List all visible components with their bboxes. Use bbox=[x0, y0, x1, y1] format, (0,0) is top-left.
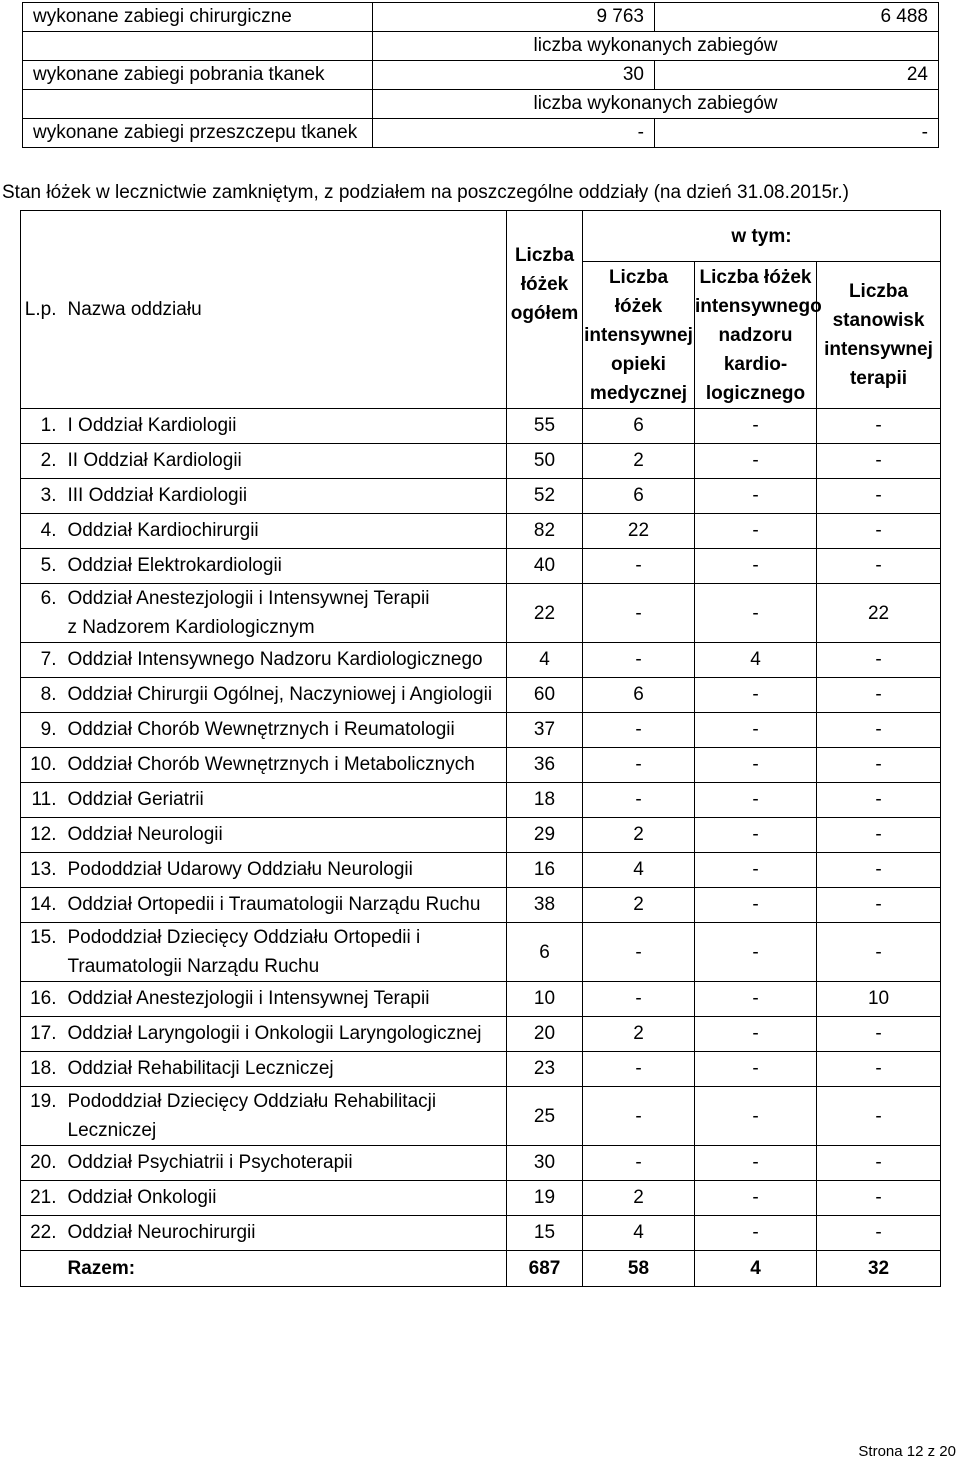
table-row bbox=[21, 678, 941, 713]
it-stations: - bbox=[817, 678, 941, 713]
icu-beds: 2 bbox=[583, 444, 695, 479]
cardio-beds: 4 bbox=[695, 643, 817, 678]
procedure-label: wykonane zabiegi chirurgiczne bbox=[23, 3, 373, 32]
icu-beds: - bbox=[583, 982, 695, 1017]
header-it-stations: Liczba stanowisk intensywnej terapii bbox=[817, 262, 941, 409]
table-row bbox=[21, 1181, 941, 1216]
department-name: Oddział Chorób Wewnętrznych i Reumatologii bbox=[63, 713, 507, 748]
total-beds: 18 bbox=[507, 783, 583, 818]
department-name: Oddział Psychiatrii i Psychoterapii bbox=[63, 1146, 507, 1181]
icu-beds: 6 bbox=[583, 678, 695, 713]
procedure-value-2: - bbox=[655, 119, 939, 148]
totals-cardio-beds: 4 bbox=[695, 1251, 817, 1287]
icu-beds: - bbox=[583, 713, 695, 748]
procedure-sub-empty bbox=[23, 90, 373, 119]
procedure-value-2: 24 bbox=[655, 61, 939, 90]
row-number: 14. bbox=[21, 888, 63, 923]
total-beds: 23 bbox=[507, 1052, 583, 1087]
totals-total-beds: 687 bbox=[507, 1251, 583, 1287]
department-name: Oddział Geriatrii bbox=[63, 783, 507, 818]
page-number: Strona 12 z 20 bbox=[858, 1443, 956, 1460]
department-name: Oddział Rehabilitacji Leczniczej bbox=[63, 1052, 507, 1087]
it-stations: - bbox=[817, 409, 941, 444]
icu-beds: - bbox=[583, 923, 695, 982]
table-row bbox=[21, 1017, 941, 1052]
department-name: Oddział Elektrokardiologii bbox=[63, 549, 507, 584]
row-number: 11. bbox=[21, 783, 63, 818]
icu-beds: - bbox=[583, 643, 695, 678]
row-number: 20. bbox=[21, 1146, 63, 1181]
total-beds: 22 bbox=[507, 584, 583, 643]
total-beds: 50 bbox=[507, 444, 583, 479]
it-stations: - bbox=[817, 853, 941, 888]
total-beds: 30 bbox=[507, 1146, 583, 1181]
it-stations: - bbox=[817, 1087, 941, 1146]
total-beds: 29 bbox=[507, 818, 583, 853]
row-number: 5. bbox=[21, 549, 63, 584]
it-stations: - bbox=[817, 923, 941, 982]
total-beds: 16 bbox=[507, 853, 583, 888]
table-row bbox=[21, 783, 941, 818]
it-stations: - bbox=[817, 1181, 941, 1216]
icu-beds: 6 bbox=[583, 409, 695, 444]
total-beds: 15 bbox=[507, 1216, 583, 1251]
department-name: Oddział Neurochirurgii bbox=[63, 1216, 507, 1251]
total-beds: 19 bbox=[507, 1181, 583, 1216]
row-number: 8. bbox=[21, 678, 63, 713]
department-name: Oddział Neurologii bbox=[63, 818, 507, 853]
table-row bbox=[21, 1146, 941, 1181]
row-number: 15. bbox=[21, 923, 63, 982]
table-row bbox=[21, 1087, 941, 1146]
cardio-beds: - bbox=[695, 818, 817, 853]
it-stations: - bbox=[817, 1017, 941, 1052]
cardio-beds: - bbox=[695, 678, 817, 713]
icu-beds: 2 bbox=[583, 1181, 695, 1216]
table-row bbox=[21, 409, 941, 444]
header-w-tym: w tym: bbox=[583, 211, 941, 262]
table-row bbox=[21, 853, 941, 888]
total-beds: 20 bbox=[507, 1017, 583, 1052]
cardio-beds: - bbox=[695, 1052, 817, 1087]
total-beds: 40 bbox=[507, 549, 583, 584]
icu-beds: - bbox=[583, 1052, 695, 1087]
department-name: III Oddział Kardiologii bbox=[63, 479, 507, 514]
total-beds: 37 bbox=[507, 713, 583, 748]
procedure-sub-row bbox=[23, 32, 939, 61]
icu-beds: 4 bbox=[583, 1216, 695, 1251]
cardio-beds: - bbox=[695, 1087, 817, 1146]
row-number: 4. bbox=[21, 514, 63, 549]
table-row bbox=[21, 748, 941, 783]
cardio-beds: - bbox=[695, 479, 817, 514]
icu-beds: 22 bbox=[583, 514, 695, 549]
icu-beds: - bbox=[583, 1087, 695, 1146]
cardio-beds: - bbox=[695, 549, 817, 584]
row-number: 7. bbox=[21, 643, 63, 678]
procedure-row bbox=[23, 3, 939, 32]
cardio-beds: - bbox=[695, 1181, 817, 1216]
table-row bbox=[21, 1216, 941, 1251]
it-stations: - bbox=[817, 818, 941, 853]
row-number: 12. bbox=[21, 818, 63, 853]
department-name: Oddział Kardiochirurgii bbox=[63, 514, 507, 549]
it-stations: - bbox=[817, 549, 941, 584]
it-stations: - bbox=[817, 888, 941, 923]
row-number: 6. bbox=[21, 584, 63, 643]
row-number: 19. bbox=[21, 1087, 63, 1146]
department-name: I Oddział Kardiologii bbox=[63, 409, 507, 444]
icu-beds: - bbox=[583, 748, 695, 783]
it-stations: - bbox=[817, 1216, 941, 1251]
icu-beds: - bbox=[583, 584, 695, 643]
total-beds: 36 bbox=[507, 748, 583, 783]
row-number: 9. bbox=[21, 713, 63, 748]
department-name: Oddział Chirurgii Ogólnej, Naczyniowej i Angiologii bbox=[63, 678, 507, 713]
icu-beds: 4 bbox=[583, 853, 695, 888]
icu-beds: 6 bbox=[583, 479, 695, 514]
it-stations: - bbox=[817, 514, 941, 549]
row-number: 18. bbox=[21, 1052, 63, 1087]
row-number: 16. bbox=[21, 982, 63, 1017]
it-stations: 10 bbox=[817, 982, 941, 1017]
procedure-value-1: 30 bbox=[373, 61, 655, 90]
header-icu-beds: Liczba łóżek intensywnej opieki medycznej bbox=[583, 262, 695, 409]
row-number: 13. bbox=[21, 853, 63, 888]
icu-beds: 2 bbox=[583, 818, 695, 853]
it-stations: - bbox=[817, 1146, 941, 1181]
row-number: 1. bbox=[21, 409, 63, 444]
department-name: Oddział Onkologii bbox=[63, 1181, 507, 1216]
total-beds: 4 bbox=[507, 643, 583, 678]
procedure-value-2: 6 488 bbox=[655, 3, 939, 32]
department-name: Oddział Anestezjologii i Intensywnej Terapii z Nadzorem Kardiologicznym bbox=[63, 584, 507, 643]
totals-empty bbox=[21, 1251, 63, 1287]
it-stations: - bbox=[817, 783, 941, 818]
procedure-value-1: - bbox=[373, 119, 655, 148]
cardio-beds: - bbox=[695, 923, 817, 982]
total-beds: 82 bbox=[507, 514, 583, 549]
procedure-row bbox=[23, 119, 939, 148]
beds-intro-text: Stan łóżek w lecznictwie zamkniętym, z podziałem na poszczególne oddziały (na dzień 31.08.2015r.) bbox=[2, 182, 850, 203]
cardio-beds: - bbox=[695, 982, 817, 1017]
icu-beds: - bbox=[583, 1146, 695, 1181]
it-stations: - bbox=[817, 643, 941, 678]
total-beds: 10 bbox=[507, 982, 583, 1017]
icu-beds: 2 bbox=[583, 888, 695, 923]
table-row bbox=[21, 713, 941, 748]
cardio-beds: - bbox=[695, 514, 817, 549]
cardio-beds: - bbox=[695, 1017, 817, 1052]
total-beds: 38 bbox=[507, 888, 583, 923]
department-name: Pododdział Dziecięcy Oddziału Rehabilitacji Leczniczej bbox=[63, 1087, 507, 1146]
totals-row bbox=[21, 1251, 941, 1287]
total-beds: 55 bbox=[507, 409, 583, 444]
department-name: Pododdział Dziecięcy Oddziału Ortopedii i Traumatologii Narządu Ruchu bbox=[63, 923, 507, 982]
it-stations: - bbox=[817, 444, 941, 479]
department-name: Oddział Ortopedii i Traumatologii Narządu Ruchu bbox=[63, 888, 507, 923]
procedure-row bbox=[23, 61, 939, 90]
cardio-beds: - bbox=[695, 853, 817, 888]
row-number: 3. bbox=[21, 479, 63, 514]
table-row bbox=[21, 584, 941, 643]
header-name: Nazwa oddziału bbox=[63, 211, 507, 409]
cardio-beds: - bbox=[695, 1146, 817, 1181]
department-name: Oddział Intensywnego Nadzoru Kardiologicznego bbox=[63, 643, 507, 678]
cardio-beds: - bbox=[695, 888, 817, 923]
it-stations: - bbox=[817, 479, 941, 514]
header-cardio-beds: Liczba łóżek intensywnego nadzoru kardio-logicznego bbox=[695, 262, 817, 409]
cardio-beds: - bbox=[695, 713, 817, 748]
row-number: 10. bbox=[21, 748, 63, 783]
icu-beds: 2 bbox=[583, 1017, 695, 1052]
table-row bbox=[21, 888, 941, 923]
table-row bbox=[21, 549, 941, 584]
totals-it-stations: 32 bbox=[817, 1251, 941, 1287]
row-number: 21. bbox=[21, 1181, 63, 1216]
department-name: Pododdział Udarowy Oddziału Neurologii bbox=[63, 853, 507, 888]
department-name: Oddział Chorób Wewnętrznych i Metabolicznych bbox=[63, 748, 507, 783]
cardio-beds: - bbox=[695, 748, 817, 783]
procedure-value-1: 9 763 bbox=[373, 3, 655, 32]
cardio-beds: - bbox=[695, 444, 817, 479]
cardio-beds: - bbox=[695, 409, 817, 444]
department-name: II Oddział Kardiologii bbox=[63, 444, 507, 479]
row-number: 17. bbox=[21, 1017, 63, 1052]
department-name: Oddział Anestezjologii i Intensywnej Terapii bbox=[63, 982, 507, 1017]
header-total-beds: Liczba łóżek ogółem bbox=[507, 211, 583, 409]
totals-label: Razem: bbox=[63, 1251, 507, 1287]
table-row bbox=[21, 444, 941, 479]
it-stations: - bbox=[817, 748, 941, 783]
icu-beds: - bbox=[583, 783, 695, 818]
beds-table bbox=[20, 210, 941, 1287]
table-row bbox=[21, 818, 941, 853]
total-beds: 25 bbox=[507, 1087, 583, 1146]
total-beds: 52 bbox=[507, 479, 583, 514]
icu-beds: - bbox=[583, 549, 695, 584]
procedure-sub-label: liczba wykonanych zabiegów bbox=[373, 90, 939, 119]
procedures-table bbox=[22, 2, 939, 148]
total-beds: 6 bbox=[507, 923, 583, 982]
header-lp: L.p. bbox=[21, 211, 63, 409]
procedure-sub-row bbox=[23, 90, 939, 119]
it-stations: 22 bbox=[817, 584, 941, 643]
totals-icu-beds: 58 bbox=[583, 1251, 695, 1287]
table-row bbox=[21, 1052, 941, 1087]
table-row bbox=[21, 643, 941, 678]
cardio-beds: - bbox=[695, 1216, 817, 1251]
table-row bbox=[21, 479, 941, 514]
row-number: 2. bbox=[21, 444, 63, 479]
it-stations: - bbox=[817, 713, 941, 748]
department-name: Oddział Laryngologii i Onkologii Laryngologicznej bbox=[63, 1017, 507, 1052]
row-number: 22. bbox=[21, 1216, 63, 1251]
table-row bbox=[21, 923, 941, 982]
table-row bbox=[21, 514, 941, 549]
procedure-label: wykonane zabiegi przeszczepu tkanek bbox=[23, 119, 373, 148]
procedure-sub-empty bbox=[23, 32, 373, 61]
procedure-sub-label: liczba wykonanych zabiegów bbox=[373, 32, 939, 61]
it-stations: - bbox=[817, 1052, 941, 1087]
cardio-beds: - bbox=[695, 584, 817, 643]
total-beds: 60 bbox=[507, 678, 583, 713]
procedure-label: wykonane zabiegi pobrania tkanek bbox=[23, 61, 373, 90]
table-row bbox=[21, 982, 941, 1017]
cardio-beds: - bbox=[695, 783, 817, 818]
